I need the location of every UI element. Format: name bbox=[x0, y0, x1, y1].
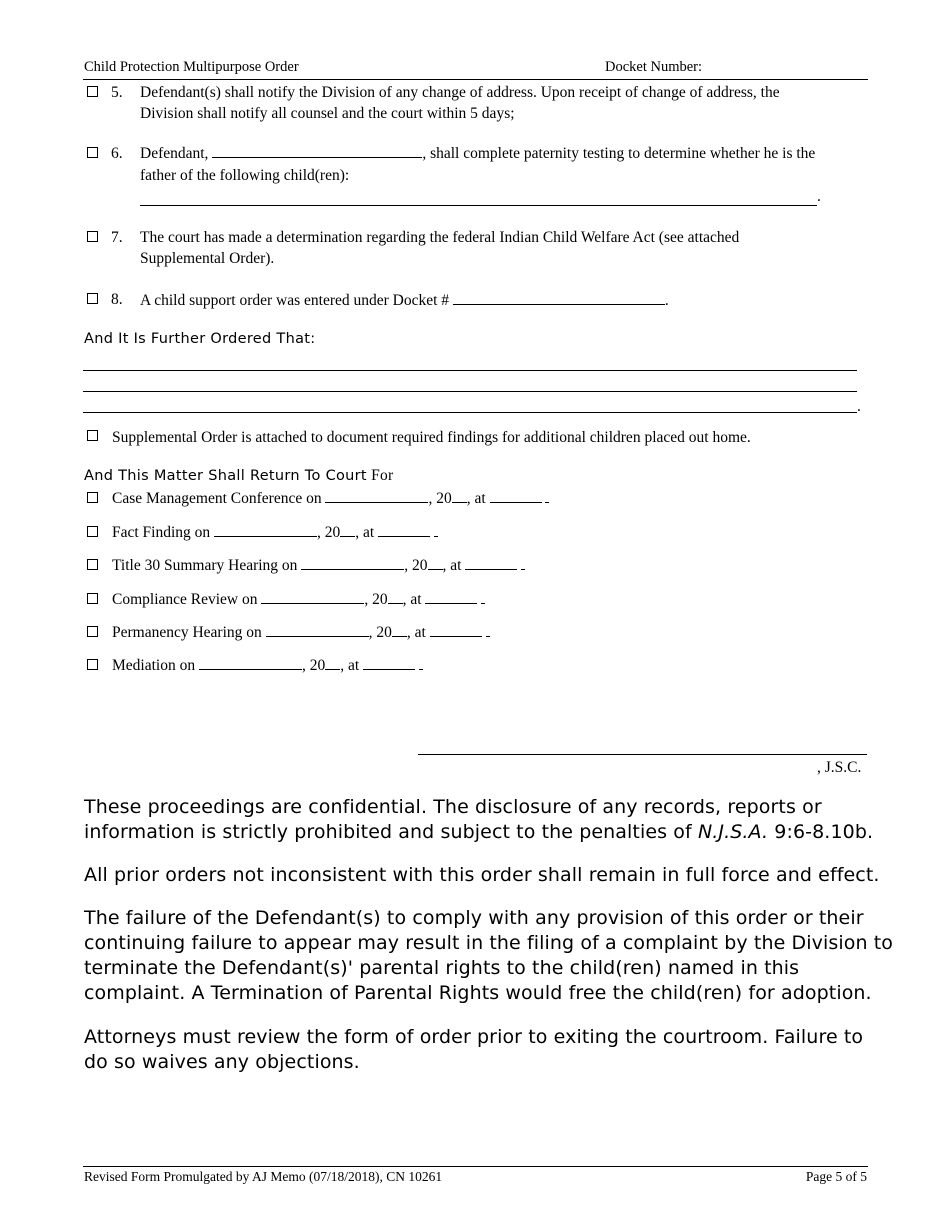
return-date-field[interactable] bbox=[214, 522, 317, 537]
return-option-label: Mediation on bbox=[112, 657, 196, 674]
return-option-label: Case Management Conference on bbox=[112, 490, 322, 507]
item-8-end: . bbox=[664, 292, 669, 309]
item-5-number: 5. bbox=[111, 84, 123, 101]
item-7-line1: The court has made a determination regarding the federal Indian Child Welfare Act (see attached bbox=[140, 229, 740, 246]
item-6-checkbox[interactable] bbox=[87, 147, 98, 158]
return-time-field[interactable] bbox=[465, 555, 517, 570]
item-8-text bbox=[140, 290, 669, 311]
return-option-checkbox[interactable] bbox=[87, 593, 98, 604]
year-prefix: , 20 bbox=[428, 490, 452, 507]
item-5-line2: Division shall notify all counsel and the court within 5 days; bbox=[140, 105, 515, 122]
header-divider bbox=[83, 79, 868, 80]
at-label: , at bbox=[340, 657, 360, 674]
children-names-field[interactable] bbox=[140, 205, 817, 206]
return-option-row bbox=[112, 655, 423, 676]
return-option-row bbox=[112, 522, 438, 543]
time-suffix-field[interactable] bbox=[545, 488, 549, 503]
return-option-checkbox[interactable] bbox=[87, 526, 98, 537]
time-suffix-field[interactable] bbox=[486, 622, 490, 637]
further-ordered-end: . bbox=[857, 398, 861, 415]
item-7-line2: Supplemental Order). bbox=[140, 250, 275, 267]
year-prefix: , 20 bbox=[404, 557, 428, 574]
time-suffix-field[interactable] bbox=[419, 655, 423, 670]
return-year-field[interactable] bbox=[452, 488, 467, 503]
item-6-pre: Defendant, bbox=[140, 145, 209, 162]
return-year-field[interactable] bbox=[325, 655, 340, 670]
prior-orders-notice: All prior orders not inconsistent with this order shall remain in full force and effect. bbox=[84, 864, 880, 886]
judge-signature-line[interactable] bbox=[418, 754, 867, 755]
further-ordered-line-1[interactable] bbox=[83, 370, 857, 371]
return-date-field[interactable] bbox=[325, 488, 428, 503]
supplemental-checkbox[interactable] bbox=[87, 430, 98, 441]
return-time-field[interactable] bbox=[425, 589, 477, 604]
return-date-field[interactable] bbox=[266, 622, 369, 637]
confidential-notice: These proceedings are confidential. The disclosure of any records, reports or information is strictly prohibited and subject to the penalties of N.J.S.A. 9:6-8.10b. bbox=[84, 796, 874, 843]
footer-revision: Revised Form Promulgated by AJ Memo (07/18/2018), CN 10261 bbox=[84, 1169, 443, 1184]
return-heading: And This Matter Shall Return To Court For bbox=[84, 467, 394, 484]
return-option-checkbox[interactable] bbox=[87, 659, 98, 670]
return-time-field[interactable] bbox=[363, 655, 415, 670]
further-ordered-line-3[interactable] bbox=[83, 412, 857, 413]
return-year-field[interactable] bbox=[428, 555, 443, 570]
at-label: , at bbox=[442, 557, 462, 574]
item-8-pre: A child support order was entered under Docket # bbox=[140, 292, 450, 309]
return-option-row bbox=[112, 555, 525, 576]
item-5-line1: Defendant(s) shall notify the Division of any change of address. Upon receipt of change of address, the bbox=[140, 84, 780, 101]
item-5-checkbox[interactable] bbox=[87, 86, 98, 97]
item-6-post: , shall complete paternity testing to determine whether he is the bbox=[422, 145, 816, 162]
year-prefix: , 20 bbox=[301, 657, 326, 674]
time-suffix-field[interactable] bbox=[521, 555, 525, 570]
return-option-row bbox=[112, 622, 490, 643]
return-option-label: Fact Finding on bbox=[112, 524, 211, 541]
item-6-number: 6. bbox=[111, 145, 123, 162]
footer-divider bbox=[83, 1166, 868, 1167]
return-option-label: Title 30 Summary Hearing on bbox=[112, 557, 298, 574]
return-option-row bbox=[112, 589, 485, 610]
statute-citation: N.J.S.A. bbox=[697, 821, 769, 843]
item-7-checkbox[interactable] bbox=[87, 231, 98, 242]
child-support-docket-field[interactable] bbox=[453, 290, 665, 305]
failure-notice: The failure of the Defendant(s) to comply with any provision of this order or their continuing failure to appear may result in the filing of a complaint by the Division to terminate the Defendant(s)' parental rights to the child(ren) named in this complaint. A Termination of Parental Rights would free the child(ren) for adoption. bbox=[84, 907, 893, 1004]
jsc-label: , J.S.C. bbox=[817, 759, 862, 776]
return-option-checkbox[interactable] bbox=[87, 626, 98, 637]
return-option-checkbox[interactable] bbox=[87, 492, 98, 503]
return-option-row bbox=[112, 488, 549, 509]
form-title: Child Protection Multipurpose Order bbox=[84, 59, 299, 75]
item-5-text bbox=[140, 82, 870, 124]
return-date-field[interactable] bbox=[199, 655, 302, 670]
year-prefix: , 20 bbox=[364, 591, 388, 608]
return-year-field[interactable] bbox=[392, 622, 407, 637]
return-option-label: Compliance Review on bbox=[112, 591, 258, 608]
time-suffix-field[interactable] bbox=[434, 522, 438, 537]
year-prefix: , 20 bbox=[317, 524, 341, 541]
item-6-line1 bbox=[140, 143, 815, 164]
return-time-field[interactable] bbox=[490, 488, 542, 503]
year-prefix: , 20 bbox=[368, 624, 392, 641]
return-year-field[interactable] bbox=[340, 522, 355, 537]
return-date-field[interactable] bbox=[261, 589, 364, 604]
return-option-checkbox[interactable] bbox=[87, 559, 98, 570]
at-label: , at bbox=[402, 591, 422, 608]
further-ordered-heading: And It Is Further Ordered That: bbox=[84, 331, 316, 347]
return-date-field[interactable] bbox=[301, 555, 404, 570]
item-6-end: . bbox=[817, 188, 821, 205]
further-ordered-line-2[interactable] bbox=[83, 391, 857, 392]
at-label: , at bbox=[466, 490, 486, 507]
item-8-checkbox[interactable] bbox=[87, 293, 98, 304]
return-option-label: Permanency Hearing on bbox=[112, 624, 262, 641]
at-label: , at bbox=[406, 624, 426, 641]
item-7-text bbox=[140, 227, 870, 269]
footer-page-number: Page 5 of 5 bbox=[805, 1169, 867, 1184]
return-time-field[interactable] bbox=[430, 622, 482, 637]
return-year-field[interactable] bbox=[388, 589, 403, 604]
supplemental-text: Supplemental Order is attached to document required findings for additional children placed out home. bbox=[112, 429, 751, 446]
attorneys-notice: Attorneys must review the form of order prior to exiting the courtroom. Failure to do so waives any objections. bbox=[84, 1026, 864, 1073]
at-label: , at bbox=[355, 524, 375, 541]
return-time-field[interactable] bbox=[378, 522, 430, 537]
docket-number-label: Docket Number: bbox=[605, 59, 703, 75]
item-7-number: 7. bbox=[111, 229, 123, 246]
item-8-number: 8. bbox=[111, 291, 123, 308]
time-suffix-field[interactable] bbox=[481, 589, 485, 604]
defendant-name-field[interactable] bbox=[212, 143, 422, 158]
item-6-line2: father of the following child(ren): bbox=[140, 167, 350, 184]
